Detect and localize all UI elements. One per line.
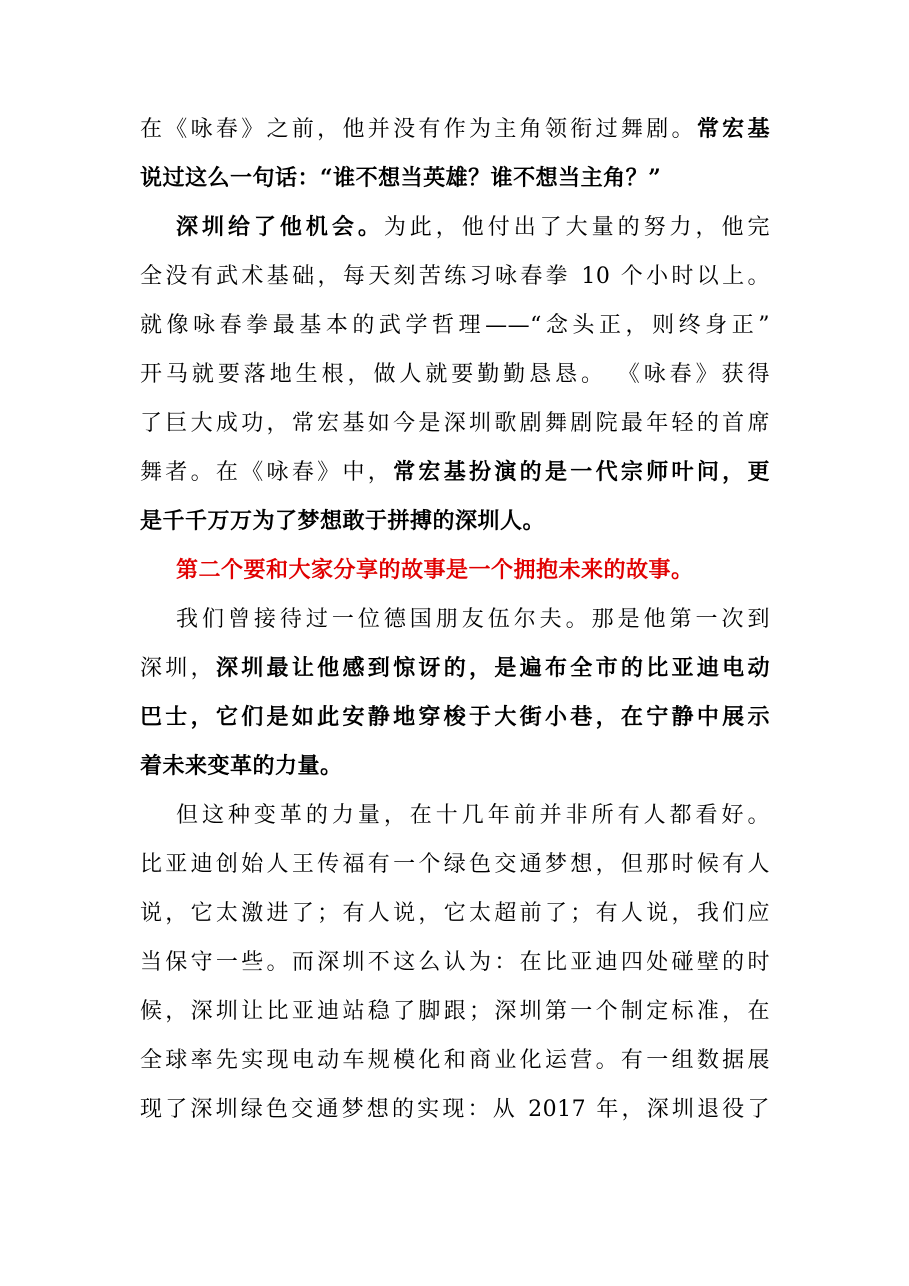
text-line: [140, 644, 770, 693]
text-line: [140, 840, 770, 889]
text-segment: 在《咏春》之前，他并没有作为主角领衔过舞剧。: [140, 117, 697, 142]
bold-text-segment: 深圳给了他机会。: [176, 214, 384, 240]
bold-text-segment: 常宏基: [696, 116, 770, 142]
text-line: [140, 448, 770, 497]
text-segment: 全球率先实现电动车规模化和商业化运营。有一组数据展: [140, 1048, 770, 1073]
text-line: [140, 595, 770, 644]
text-line: [140, 105, 770, 154]
text-line: [140, 693, 770, 742]
text-segment: 深圳，: [140, 656, 216, 681]
text-segment: 我们曾接待过一位德国朋友伍尔夫。那是他第一次到: [176, 607, 770, 632]
text-line: [140, 889, 770, 938]
bold-text-segment: 巴士，它们是如此安静地穿梭于大街小巷，在宁静中展示: [140, 704, 770, 730]
text-line: [140, 546, 770, 595]
text-line: [140, 154, 770, 203]
highlighted-heading-text: 第二个要和大家分享的故事是一个拥抱未来的故事。: [176, 557, 694, 583]
document-body: [140, 105, 770, 1134]
bold-text-segment: 说过这么一句话：“谁不想当英雄？谁不想当主角？”: [140, 165, 662, 191]
text-segment: 候，深圳让比亚迪站稳了脚跟；深圳第一个制定标准，在: [140, 999, 770, 1024]
text-segment: 了巨大成功，常宏基如今是深圳歌剧舞剧院最年轻的首席: [140, 411, 770, 436]
text-line: [140, 350, 770, 399]
text-segment: 说，它太激进了；有人说，它太超前了；有人说，我们应: [140, 901, 770, 926]
text-line: [140, 497, 770, 546]
text-line: [140, 987, 770, 1036]
text-segment: 现了深圳绿色交通梦想的实现：从 2017 年，深圳退役了: [140, 1097, 770, 1122]
text-line: [140, 1036, 770, 1085]
text-line: [140, 301, 770, 350]
text-line: [140, 203, 770, 252]
bold-text-segment: 着未来变革的力量。: [140, 753, 343, 779]
bold-text-segment: 深圳最让他感到惊讶的，是遍布全市的比亚迪电动: [215, 655, 770, 681]
text-segment: 比亚迪创始人王传福有一个绿色交通梦想，但那时候有人: [140, 852, 770, 877]
text-segment: 当保守一些。而深圳不这么认为：在比亚迪四处碰壁的时: [140, 950, 770, 975]
text-line: [140, 399, 770, 448]
text-segment: 为此，他付出了大量的努力，他完: [383, 215, 770, 240]
bold-text-segment: 是千千万万为了梦想敢于拼搏的深圳人。: [140, 508, 546, 534]
bold-text-segment: 常宏基扮演的是一代宗师叶问，更: [393, 459, 770, 485]
text-segment: 全没有武术基础，每天刻苦练习咏春拳 10 个小时以上。: [140, 264, 770, 289]
text-line: [140, 938, 770, 987]
text-line: [140, 742, 770, 791]
text-segment: 就像咏春拳最基本的武学哲理——“念头正，则终身正”: [140, 313, 770, 338]
text-segment: 开马就要落地生根，做人就要勤勤恳恳。 《咏春》获得: [140, 362, 770, 387]
text-segment: 舞者。在《咏春》中，: [140, 460, 394, 485]
text-line: [140, 252, 770, 301]
text-line: [140, 791, 770, 840]
text-segment: 但这种变革的力量，在十几年前并非所有人都看好。: [176, 803, 770, 828]
text-line: [140, 1085, 770, 1134]
